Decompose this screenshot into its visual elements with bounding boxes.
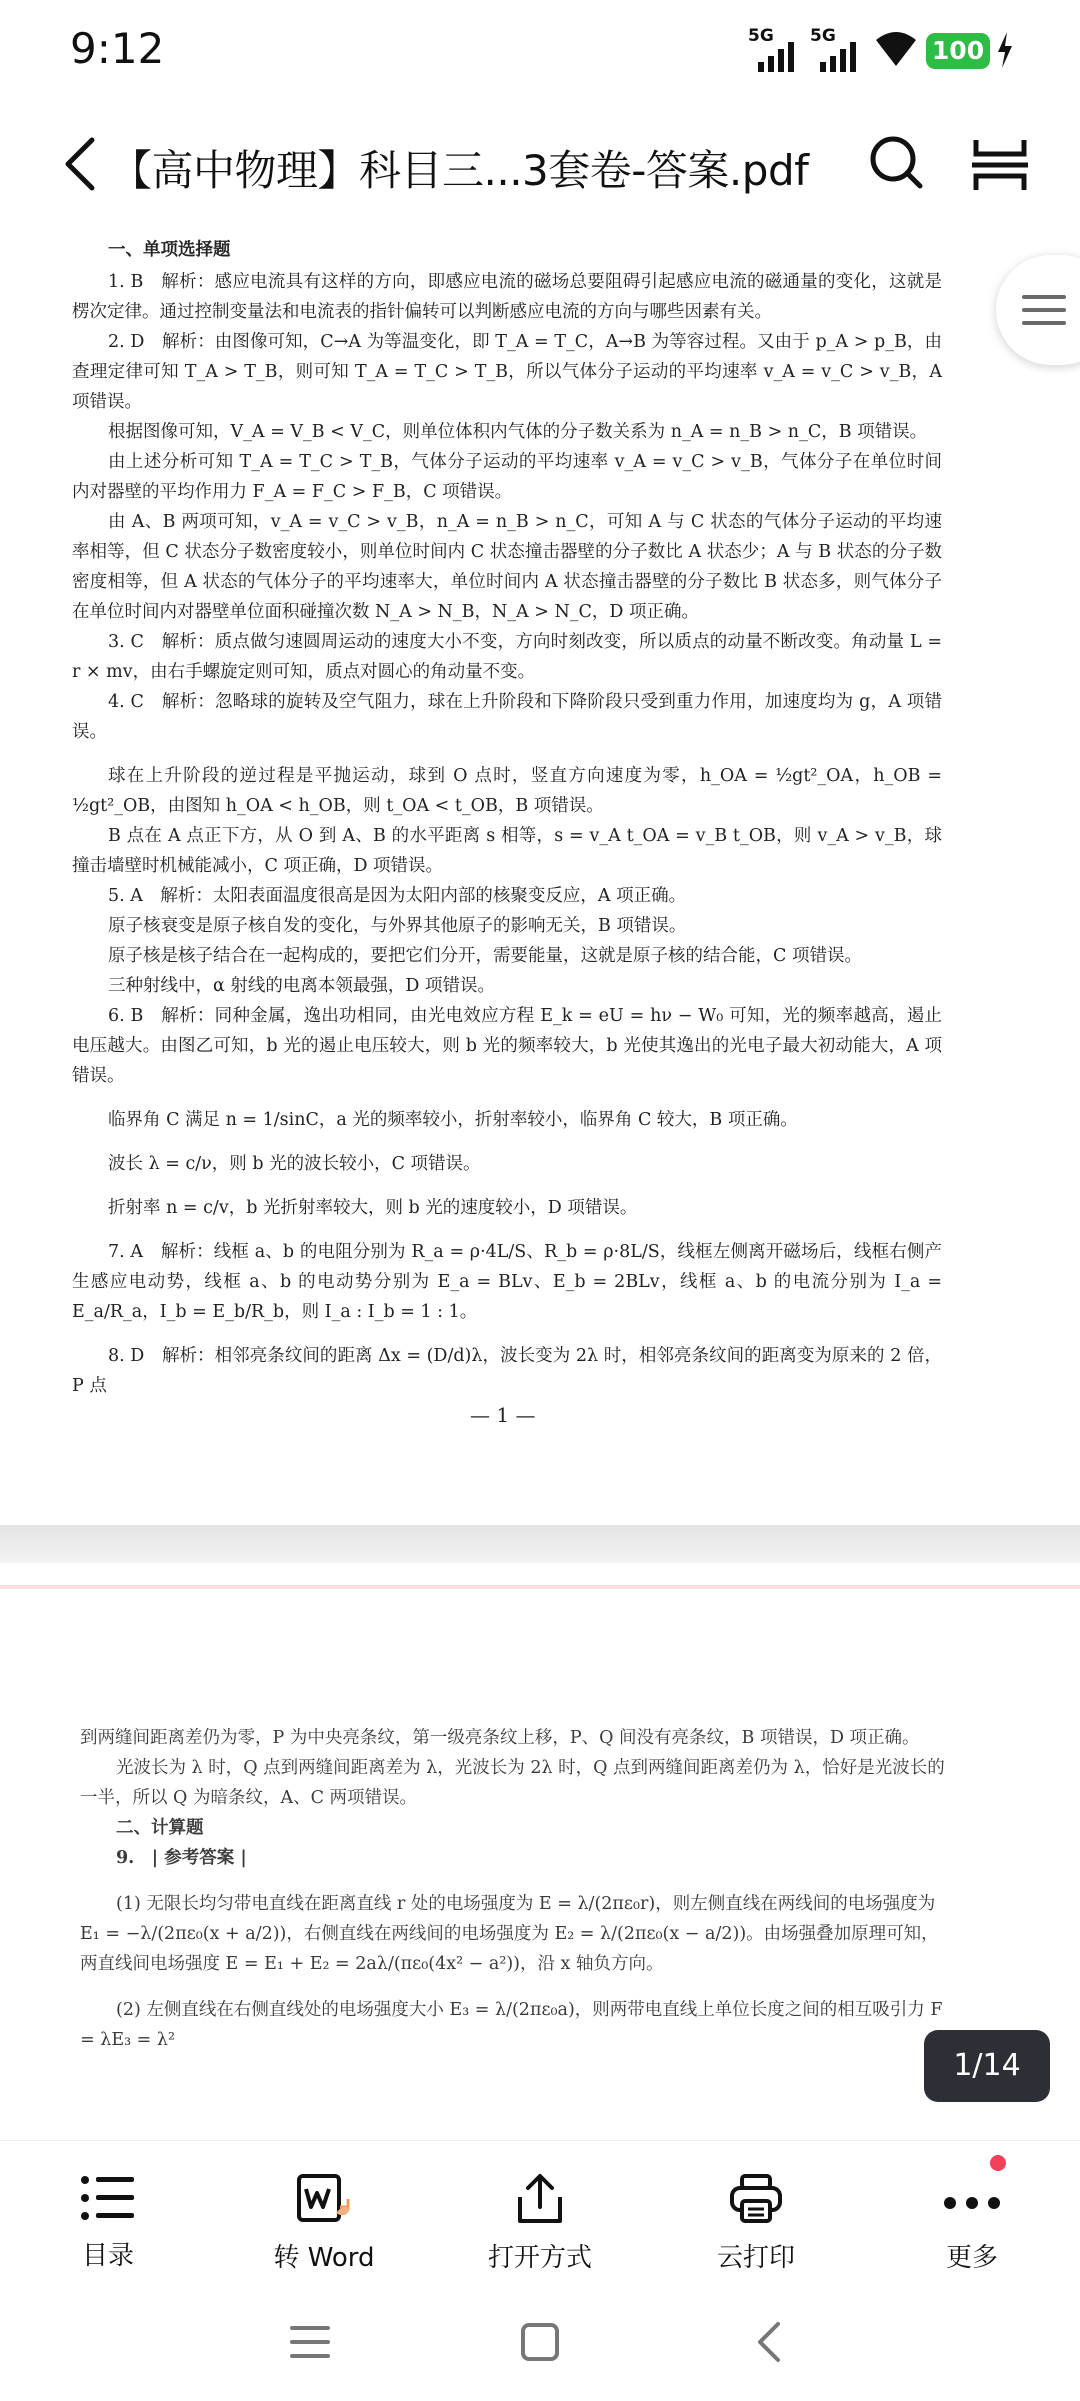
- page-edge: [0, 1585, 1080, 1589]
- question-heading: 9. | 参考答案 |: [116, 1848, 247, 1868]
- page-view-icon[interactable]: [970, 136, 1030, 194]
- document-title: 【高中物理】科目三...3套卷-答案.pdf: [110, 146, 809, 195]
- answer-paragraph: 7. A 解析：线框 a、b 的电阻分别为 R_a = ρ·4L/S、R_b = ρ·8L/S，线框左侧离开磁场后，线框右侧产生感应电动势，线框 a、b 的电动势分别为 E_a = BLv、E_b = 2BLv，线框 a、b 的电流分别为 I_a = E_a/R_a，I_b = E_b/R_b，则 I_a : I_b = 1 : 1。: [72, 1242, 942, 1322]
- tab-contents[interactable]: [18, 2151, 198, 2281]
- section-heading: 一、单项选择题: [108, 240, 231, 260]
- answer-paragraph: 球在上升阶段的逆过程是平抛运动，球到 O 点时，竖直方向速度为零，h_OA = ½gt²_OA，h_OB = ½gt²_OB，由图知 h_OA < h_OB，则 t_OA < t_OB，B 项错误。: [72, 766, 942, 816]
- menu-icon: [1022, 295, 1066, 299]
- answer-paragraph: B 点在 A 点正下方，从 O 到 A、B 的水平距离 s 相等，s = v_A t_OA = v_B t_OB，则 v_A > v_B，球撞击墙壁时机械能减小，C 项正确，D 项错误。: [72, 826, 942, 876]
- answer-paragraph: 1. B 解析：感应电流具有这样的方向，即感应电流的磁场总要阻碍引起感应电流的磁通量的变化，这就是楞次定律。通过控制变量法和电流表的指针偏转可以判断感应电流的方向与哪些因素有关。: [72, 272, 942, 322]
- pdf-page-1[interactable]: [0, 225, 1080, 1525]
- wifi-icon: [872, 26, 920, 70]
- nav-back-icon[interactable]: [748, 2320, 792, 2364]
- notification-dot: [990, 2155, 1006, 2171]
- list-icon: [80, 2173, 136, 2223]
- status-time: 9:12: [70, 24, 165, 73]
- search-icon[interactable]: [866, 132, 926, 192]
- answer-paragraph: 5. A 解析：太阳表面温度很高是因为太阳内部的核聚变反应，A 项正确。: [108, 886, 687, 906]
- answer-paragraph: 光波长为 λ 时，Q 点到两缝间距离差为 λ，光波长为 2λ 时，Q 点到两缝间距离差仍为 λ，恰好是光波长的一半，所以 Q 为暗条纹，A、C 两项错误。: [80, 1758, 945, 1808]
- title-bar: [0, 100, 1080, 225]
- status-bar: 9:12 5G 5G 100: [0, 0, 1080, 100]
- answer-paragraph: 临界角 C 满足 n = 1/sinC，a 光的频率较小，折射率较小，临界角 C 较大，B 项正确。: [108, 1110, 798, 1130]
- answer-paragraph: 3. C 解析：质点做匀速圆周运动的速度大小不变，方向时刻改变，所以质点的动量不断改变。角动量 L = r × mv，由右手螺旋定则可知，质点对圆心的角动量不变。: [72, 632, 942, 682]
- pdf-text: [72, 235, 942, 1401]
- word-icon: [296, 2173, 352, 2225]
- pdf-page-2[interactable]: [0, 1563, 1080, 2140]
- printer-icon: [728, 2173, 784, 2225]
- tab-label: 云打印: [716, 2243, 795, 2273]
- tab-cloud-print[interactable]: [666, 2151, 846, 2281]
- back-icon[interactable]: [56, 134, 106, 194]
- answer-paragraph: 三种射线中，α 射线的电离本领最强，D 项错误。: [108, 976, 495, 996]
- home-icon[interactable]: [518, 2320, 562, 2364]
- recent-apps-icon[interactable]: [288, 2320, 332, 2364]
- answer-paragraph: 折射率 n = c/v，b 光折射率较大，则 b 光的速度较小，D 项错误。: [108, 1198, 638, 1218]
- system-nav-bar: [0, 2290, 1080, 2401]
- pdf-text: [80, 1723, 950, 2055]
- bottom-toolbar: [0, 2140, 1080, 2291]
- tab-label: 打开方式: [487, 2243, 592, 2273]
- answer-paragraph: 由上述分析可知 T_A = T_C > T_B，气体分子运动的平均速率 v_A = v_C > v_B，气体分子在单位时间内对器壁的平均作用力 F_A = F_C > F_B，C 项错误。: [72, 452, 942, 502]
- answer-paragraph: 2. D 解析：由图像可知，C→A 为等温变化，即 T_A = T_C，A→B 为等容过程。又由于 p_A > p_B，由查理定律可知 T_A > T_B，则可知 T_A = T_C > T_B，所以气体分子运动的平均速率 v_A = v_C > v_B，A 项错误。: [72, 332, 942, 412]
- answer-paragraph: 原子核是核子结合在一起构成的，要把它们分开，需要能量，这就是原子核的结合能，C 项错误。: [108, 946, 862, 966]
- answer-paragraph: (2) 左侧直线在右侧直线处的电场强度大小 E₃ = λ/(2πε₀a)，则两带电直线上单位长度之间的相互吸引力 F = λE₃ = λ²: [80, 2000, 943, 2050]
- answer-paragraph: 6. B 解析：同种金属，逸出功相同，由光电效应方程 E_k = eU = hν − W₀ 可知，光的频率越高，遏止电压越大。由图乙可知，b 光的遏止电压较大，则 b 光的频率较大，b 光使其逸出的光电子最大初动能大，A 项错误。: [72, 1006, 942, 1086]
- more-icon: [942, 2173, 1002, 2225]
- charging-icon: [996, 32, 1014, 68]
- tab-label: 转 Word: [273, 2243, 375, 2273]
- answer-paragraph: 8. D 解析：相邻亮条纹间的距离 Δx = (D/d)λ，波长变为 2λ 时，相邻亮条纹间的距离变为原来的 2 倍，P 点: [72, 1346, 942, 1396]
- tab-open-with[interactable]: [450, 2151, 630, 2281]
- page-counter: 1/14: [924, 2030, 1050, 2102]
- page-divider: [0, 1525, 1080, 1563]
- page-number: — 1 —: [470, 1403, 536, 1427]
- answer-paragraph: 到两缝间距离差仍为零，P 为中央亮条纹，第一级亮条纹上移，P、Q 间没有亮条纹，B 项错误，D 项正确。: [80, 1728, 920, 1748]
- answer-paragraph: 4. C 解析：忽略球的旋转及空气阻力，球在上升阶段和下降阶段只受到重力作用，加速度均为 g，A 项错误。: [72, 692, 942, 742]
- share-icon: [512, 2173, 568, 2225]
- tab-label: 目录: [81, 2241, 134, 2271]
- section-heading: 二、计算题: [116, 1818, 204, 1838]
- answer-paragraph: 波长 λ = c/ν，则 b 光的波长较小，C 项错误。: [108, 1154, 481, 1174]
- tab-label: 更多: [945, 2243, 998, 2273]
- answer-paragraph: 原子核衰变是原子核自发的变化，与外界其他原子的影响无关，B 项错误。: [108, 916, 687, 936]
- tab-more[interactable]: [882, 2151, 1062, 2281]
- battery-indicator: 100: [926, 33, 990, 69]
- answer-paragraph: (1) 无限长均匀带电直线在距离直线 r 处的电场强度为 E = λ/(2πε₀r)，则左侧直线在两线间的电场强度为 E₁ = −λ/(2πε₀(x + a/2))，右侧直线在两线间的电场强度为 E₂ = λ/(2πε₀(x − a/2))。由场强叠加原理可知，两直线间电场强度 E = E₁ + E₂ = 2aλ/(πε₀(4x² − a²))，沿 x 轴负方向。: [80, 1894, 939, 1974]
- answer-paragraph: 由 A、B 两项可知，v_A = v_C > v_B，n_A = n_B > n_C，可知 A 与 C 状态的气体分子运动的平均速率相等，但 C 状态分子数密度较小，则单位时间内 C 状态撞击器壁的分子数比 A 状态少；A 与 B 状态的分子数密度相等，但 A 状态的气体分子的平均速率大，单位时间内 A 状态撞击器壁的分子数比 B 状态多，则气体分子在单位时间内对器壁单位面积碰撞次数 N_A > N_B，N_A > N_C，D 项正确。: [72, 512, 942, 622]
- answer-paragraph: 根据图像可知，V_A = V_B < V_C，则单位体积内气体的分子数关系为 n_A = n_B > n_C，B 项错误。: [108, 422, 928, 442]
- tab-convert-word[interactable]: [234, 2151, 414, 2281]
